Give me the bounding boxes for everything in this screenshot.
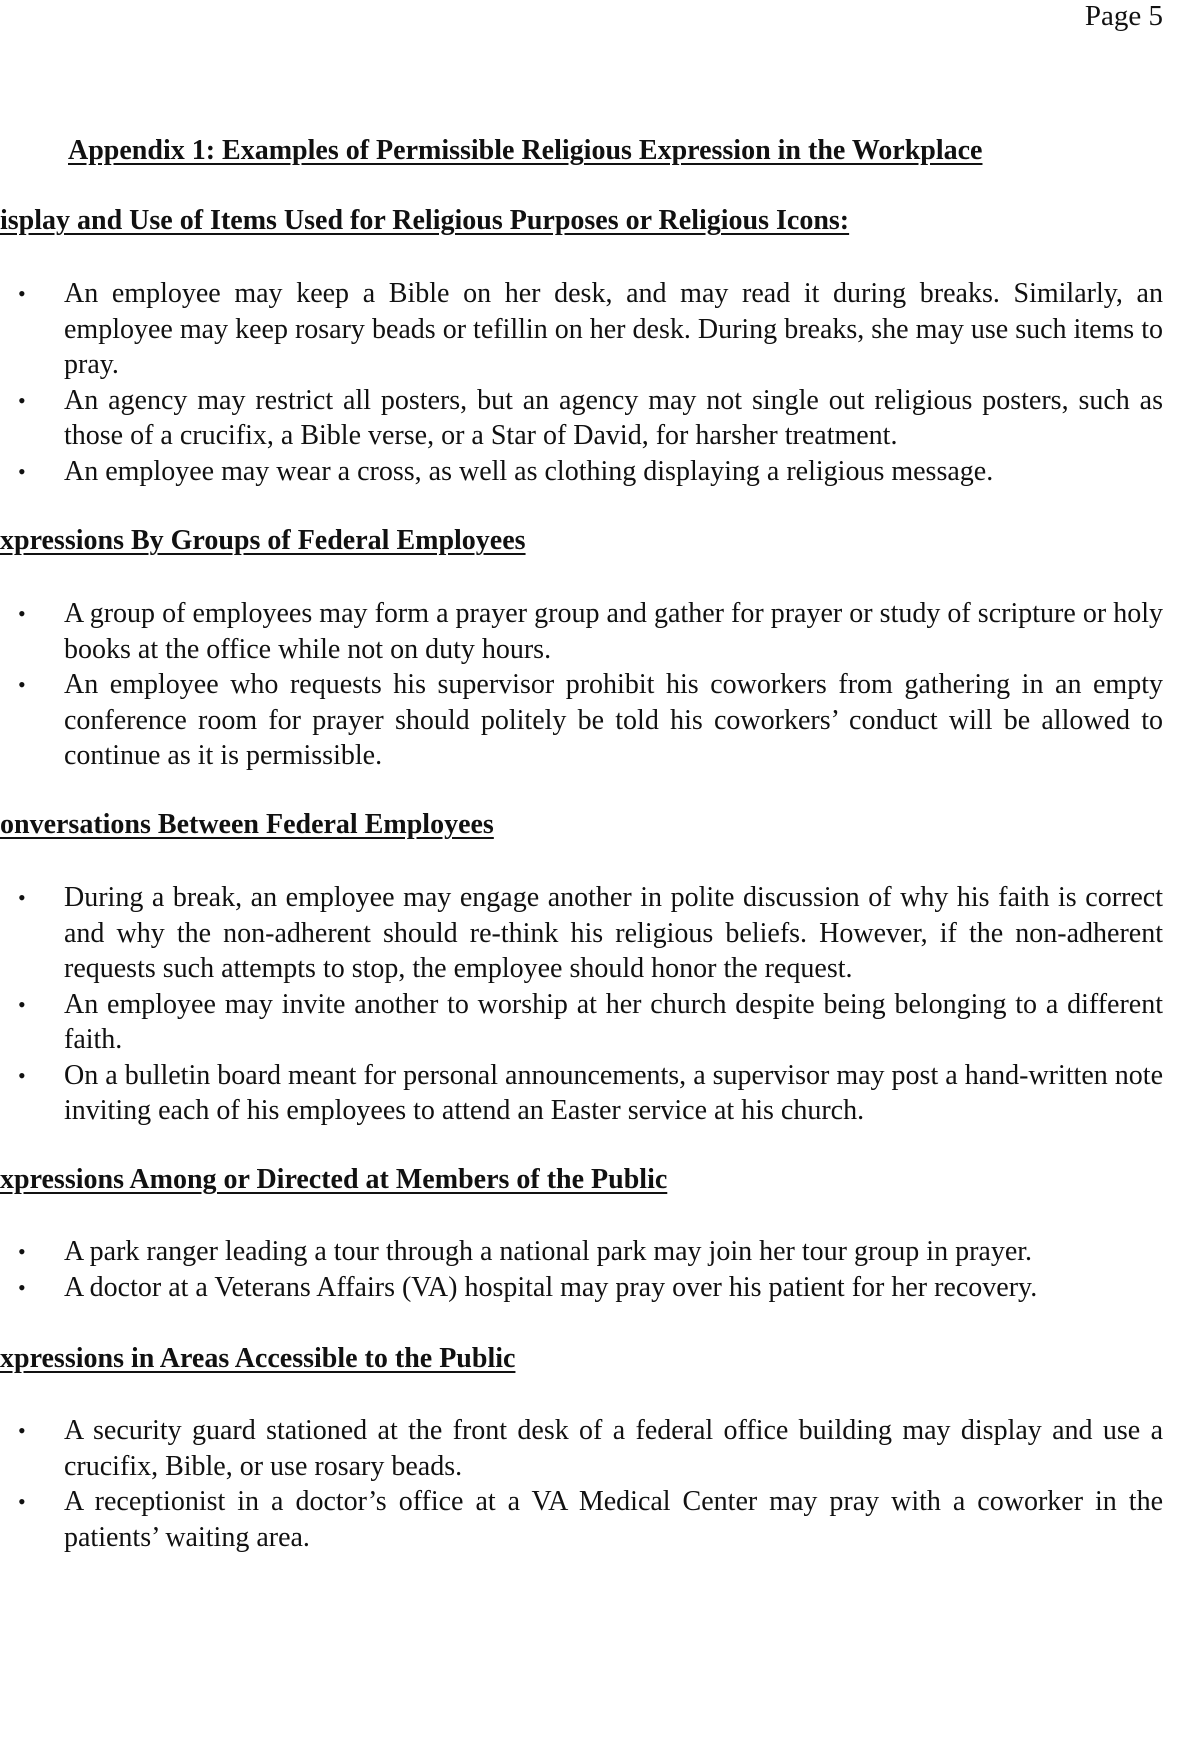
section-heading-group-expressions: xpressions By Groups of Federal Employees [0,525,526,556]
list-item [0,383,1163,454]
list-item [0,880,1163,987]
list-item-text: On a bulletin board meant for personal announcements, a supervisor may post a hand-written note inviting each of his employees to attend an Easter service at his church. [64,1059,1163,1126]
list-item [0,1484,1163,1555]
bullet-icon: • [18,601,26,626]
section-list-display-items [0,276,1163,489]
bullet-icon: • [18,1062,26,1088]
bullet-icon: • [18,885,26,910]
list-item [0,987,1163,1058]
section-list-public-members [0,1234,1163,1305]
list-item-text: A receptionist in a doctor’s office at a VA Medical Center may pray with a coworker in the patients’ waiting area. [64,1486,1163,1553]
bullet-icon: • [18,458,26,484]
list-item-text: An employee may wear a cross, as well as clothing displaying a religious message. [64,455,994,487]
section-list-conversations [0,880,1163,1129]
bullet-icon: • [18,672,26,697]
list-item-text: A doctor at a Veterans Affairs (VA) hospital may pray over his patient for her recovery. [64,1271,1038,1303]
section-heading-display-items: isplay and Use of Items Used for Religious Purposes or Religious Icons: [0,205,850,236]
list-item-text: A security guard stationed at the front desk of a federal office building may display and use a crucifix, Bible, or use rosary beads. [64,1415,1163,1482]
section-list-group-expressions [0,596,1163,774]
list-item [0,1058,1163,1129]
list-item [0,454,1163,490]
list-item-text: A group of employees may form a prayer group and gather for prayer or study of scripture or holy books at the office while not on duty hours. [64,598,1163,665]
list-item-text: An agency may restrict all posters, but an agency may not single out religious posters, such as those of a crucifix, a Bible verse, or a Star of David, for harsher treatment. [64,384,1163,451]
bullet-icon: • [18,387,26,413]
bullet-icon: • [18,991,26,1017]
list-item-text: An employee may invite another to worship at her church despite being belonging to a different faith. [64,988,1163,1055]
list-item [0,276,1163,383]
bullet-icon: • [18,281,26,306]
bullet-icon: • [18,1239,26,1264]
page-title: Appendix 1: Examples of Permissible Religious Expression in the Workplace [68,135,983,166]
page-number: Page 5 [1084,0,1163,32]
list-item-text: A park ranger leading a tour through a national park may join her tour group in prayer. [64,1236,1033,1267]
list-item [0,1234,1163,1270]
list-item [0,667,1163,774]
section-heading-public-areas: xpressions in Areas Accessible to the Public [0,1343,516,1374]
bullet-icon: • [18,1418,26,1443]
section-heading-conversations: onversations Between Federal Employees [0,809,494,840]
list-item [0,596,1163,667]
list-item-text: During a break, an employee may engage another in polite discussion of why his faith is correct and why the non-adherent should re-think his religious beliefs. However, if the non-adherent requests such attempts to stop, the employee should honor the request. [64,882,1163,984]
list-item [0,1270,1163,1306]
list-item [0,1413,1163,1484]
bullet-icon: • [18,1274,26,1300]
list-item-text: An employee who requests his supervisor prohibit his coworkers from gathering in an empty conference room for prayer should politely be told his coworkers’ conduct will be allowed to continue as it is permissible. [64,669,1163,771]
section-list-public-areas [0,1413,1163,1555]
section-heading-public-members: xpressions Among or Directed at Members of the Public [0,1164,668,1195]
list-item-text: An employee may keep a Bible on her desk, and may read it during breaks. Similarly, an employee may keep rosary beads or tefillin on her desk. During breaks, she may use such items to pray. [64,278,1163,380]
bullet-icon: • [18,1489,26,1514]
